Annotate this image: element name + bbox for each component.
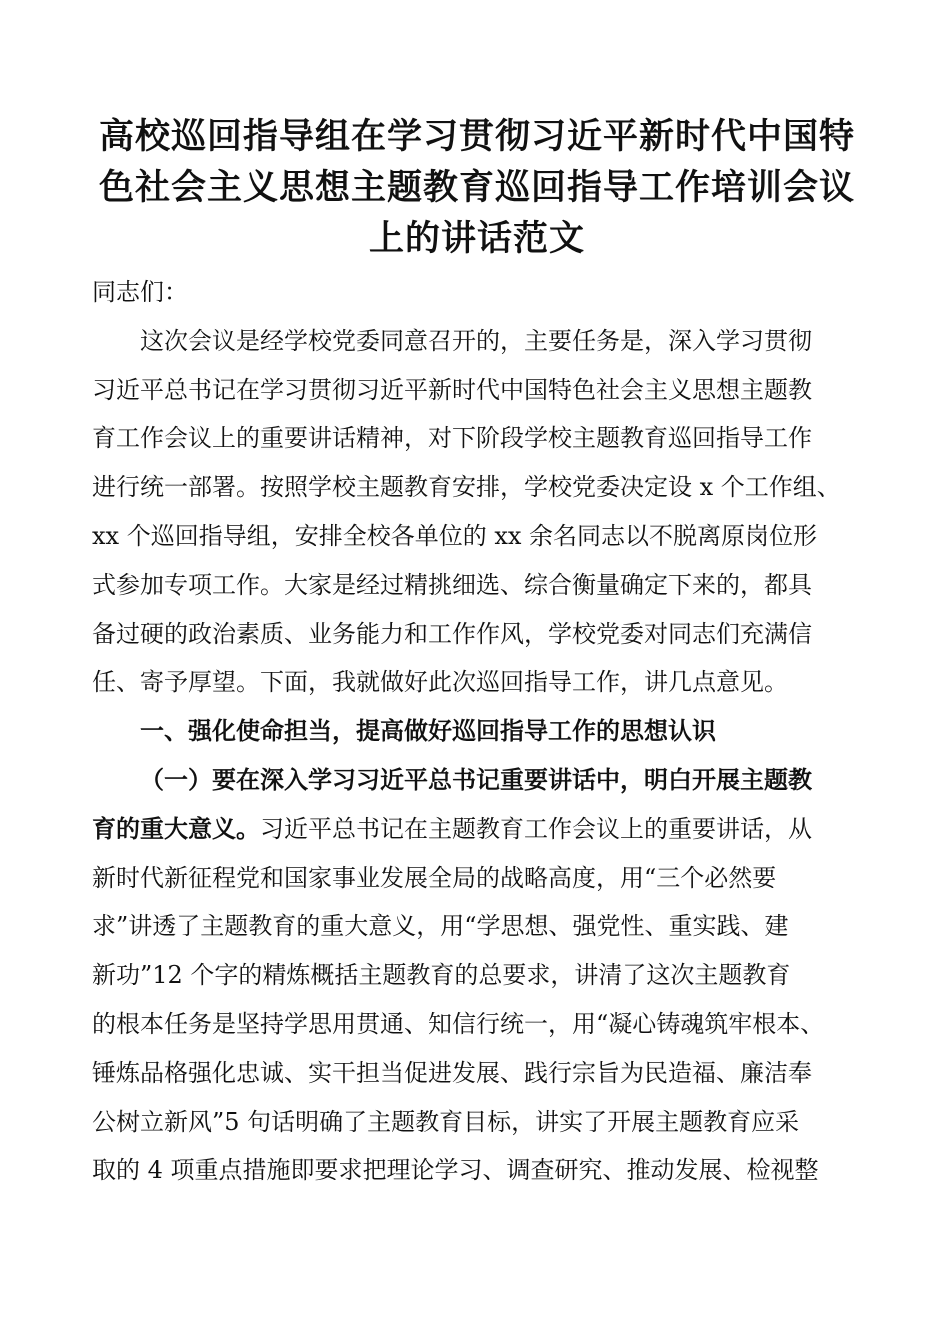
intro-line-7: 备过硬的政治素质、业务能力和工作作风，学校党委对同志们充满信 [92, 619, 812, 648]
intro-line-6: 式参加专项工作。大家是经过精挑细选、综合衡量确定下来的，都具 [92, 570, 812, 599]
salutation: 同志们： [92, 278, 188, 306]
subsection-1-heading-line-1: （一）要在深入学习习近平总书记重要讲话中，明白开展主题教 [140, 765, 812, 794]
intro-line-2: 习近平总书记在学习贯彻习近平新时代中国特色社会主义思想主题教 [92, 375, 812, 404]
subsection-1-line-2-text: 习近平总书记在主题教育工作会议上的重要讲话，从 [260, 814, 812, 843]
subsection-1-heading-line-2: 育的重大意义。 [92, 814, 260, 843]
subsection-1-body-line-3: 新功”12 个字的精炼概括主题教育的总要求，讲清了这次主题教育 [92, 961, 791, 990]
intro-line-4: 进行统一部署。按照学校主题教育安排，学校党委决定设 x 个工作组、 [92, 473, 841, 502]
intro-line-3: 育工作会议上的重要讲话精神，对下阶段学校主题教育巡回指导工作 [92, 424, 812, 453]
section-1-heading: 一、强化使命担当，提高做好巡回指导工作的思想认识 [140, 717, 716, 746]
document-page [92, 112, 862, 1195]
subsection-1-body-line-7: 取的 4 项重点措施即要求把理论学习、调查研究、推动发展、检视整 [92, 1156, 819, 1185]
intro-line-5: xx 个巡回指导组，安排全校各单位的 xx 余名同志以不脱离原岗位形 [92, 521, 818, 550]
subsection-1-body-line-4: 的根本任务是坚持学思用贯通、知信行统一，用“凝心铸魂筑牢根本、 [92, 1009, 825, 1038]
subsection-1-body-line-5: 锤炼品格强化忠诚、实干担当促进发展、践行宗旨为民造福、廉洁奉 [92, 1058, 812, 1087]
title-line-1: 高校巡回指导组在学习贯彻习近平新时代中国特 [98, 117, 855, 157]
intro-line-1: 这次会议是经学校党委同意召开的，主要任务是，深入学习贯彻 [140, 326, 812, 355]
subsection-1-line-2 [92, 805, 862, 854]
title-line-3: 上的讲话范文 [368, 219, 585, 259]
subsection-1-body-line-2: 求”讲透了主题教育的重大意义，用“学思想、强党性、重实践、建 [92, 912, 789, 941]
title-line-2: 色社会主义思想主题教育巡回指导工作培训会议 [98, 168, 855, 208]
subsection-1-paragraph [92, 756, 862, 1195]
subsection-1-body-line-1: 新时代新征程党和国家事业发展全局的战略高度，用“三个必然要 [92, 863, 777, 892]
intro-paragraph [92, 317, 862, 707]
subsection-1-body-line-6: 公树立新风”5 句话明确了主题教育目标，讲实了开展主题教育应采 [92, 1107, 800, 1136]
intro-line-8: 任、寄予厚望。下面，我就做好此次巡回指导工作，讲几点意见。 [92, 668, 788, 697]
document-title [92, 112, 862, 265]
